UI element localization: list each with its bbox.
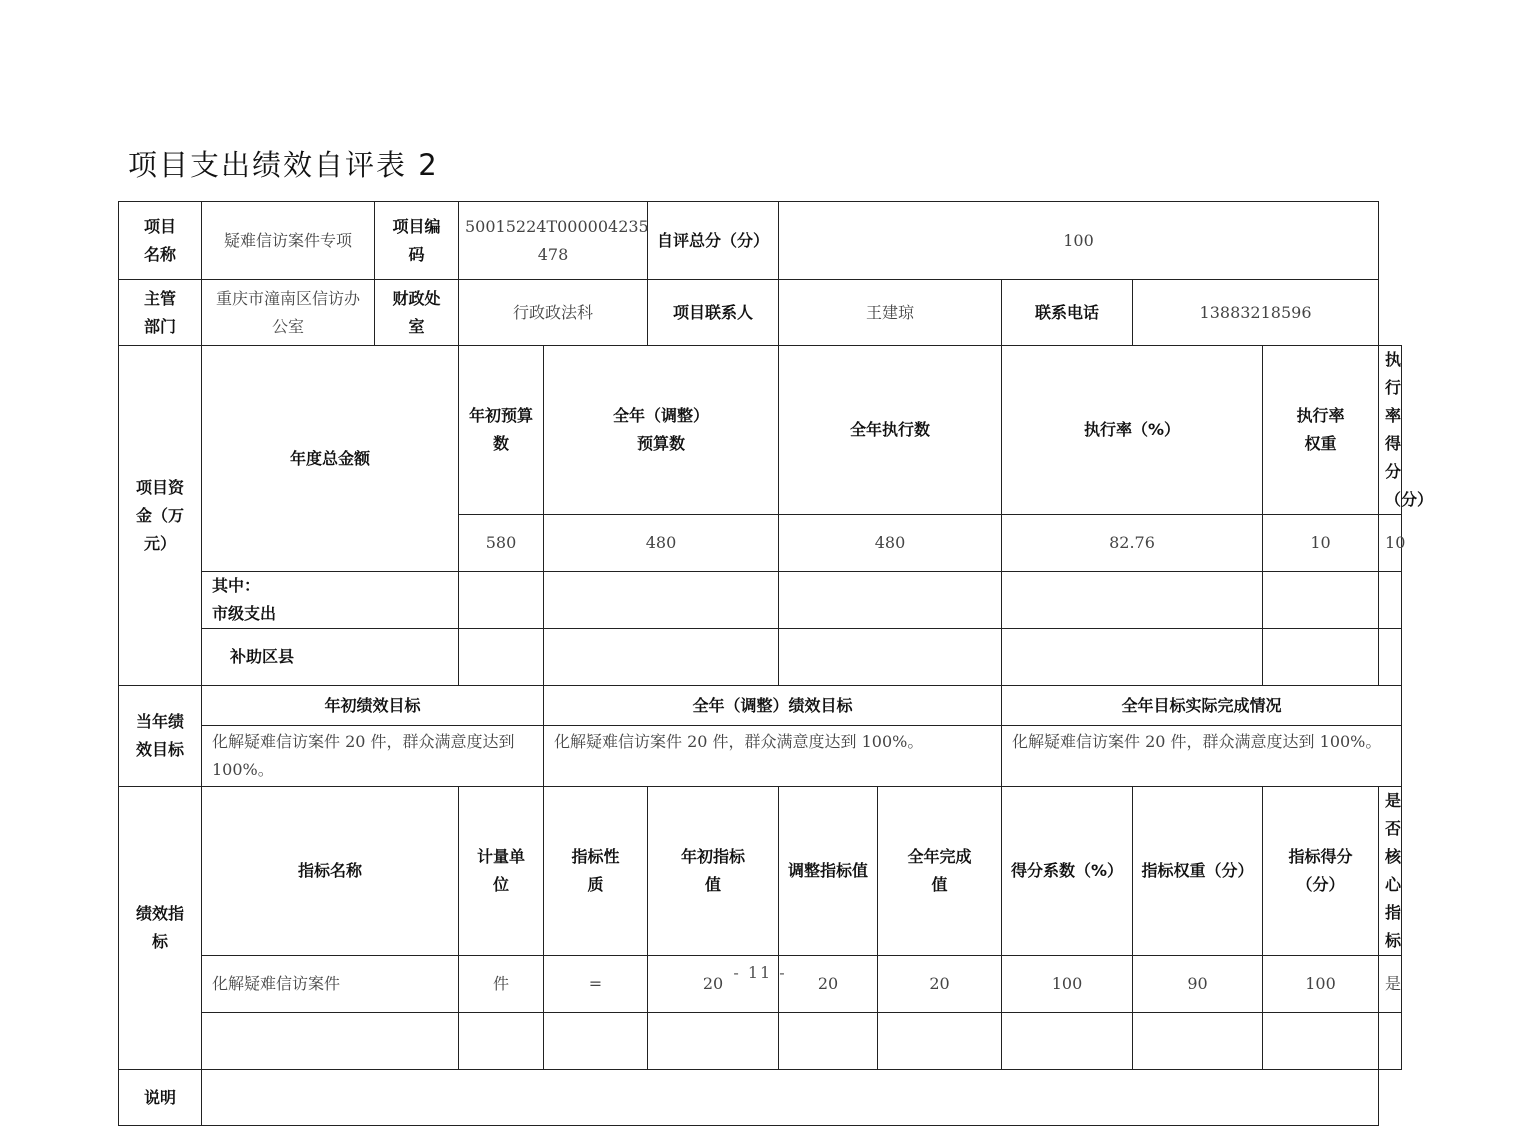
- empty-cell: [544, 1013, 648, 1070]
- indicator-cell: 100: [1263, 956, 1379, 1013]
- contact-label: 项目联系人: [648, 280, 779, 346]
- indicator-cell: 是: [1379, 956, 1402, 1013]
- empty-cell: [1002, 1013, 1133, 1070]
- total-score-value: 100: [779, 202, 1379, 280]
- department-value: 重庆市潼南区信访办 公室: [202, 280, 375, 346]
- empty-cell: [779, 572, 1002, 629]
- notes-label: 说明: [119, 1070, 202, 1126]
- self-evaluation-table: [118, 201, 1434, 1126]
- indicators-section-label: 绩效指 标: [119, 787, 202, 1070]
- funds-header: 全年执行数: [779, 346, 1002, 515]
- indicator-header-row: [119, 787, 1402, 956]
- funds-value: 480: [544, 515, 779, 572]
- indicator-cell: 20: [648, 956, 779, 1013]
- empty-cell: [544, 629, 779, 686]
- indicator-cell: 件: [459, 956, 544, 1013]
- annual-total-label: 年度总金额: [202, 346, 459, 572]
- funds-header: 执行率 权重: [1263, 346, 1379, 515]
- funds-value: 82.76: [1002, 515, 1263, 572]
- indicator-header: 调整指标值: [779, 787, 878, 956]
- empty-cell: [459, 572, 544, 629]
- indicator-cell: 化解疑难信访案件: [202, 956, 459, 1013]
- notes-row: [119, 1070, 1402, 1126]
- indicator-cell: 20: [779, 956, 878, 1013]
- indicator-header: 指标得分（分）: [1263, 787, 1379, 956]
- finance-office-label: 财政处 室: [375, 280, 459, 346]
- empty-cell: [1263, 572, 1379, 629]
- page-title: 项目支出绩效自评表 2: [128, 148, 439, 182]
- empty-cell: [459, 629, 544, 686]
- project-name-value: 疑难信访案件专项: [202, 202, 375, 280]
- indicator-cell: =: [544, 956, 648, 1013]
- subsidy-label: 补助区县: [202, 629, 459, 686]
- empty-cell: [1002, 629, 1263, 686]
- city-expense-row: [119, 572, 1402, 629]
- notes-value: [202, 1070, 1379, 1126]
- indicator-header: 计量单 位: [459, 787, 544, 956]
- funds-header: 年初预算 数: [459, 346, 544, 515]
- project-name-label: 项目 名称: [119, 202, 202, 280]
- empty-cell: [544, 572, 779, 629]
- empty-cell: [202, 1013, 459, 1070]
- indicator-cell: 100: [1002, 956, 1133, 1013]
- goals-header-row: [119, 686, 1402, 726]
- indicator-header: 全年完成 值: [878, 787, 1002, 956]
- empty-cell: [1002, 572, 1263, 629]
- adjusted-goal-header: 全年（调整）绩效目标: [544, 686, 1002, 726]
- empty-cell: [648, 1013, 779, 1070]
- indicator-header: 指标权重（分）: [1133, 787, 1263, 956]
- indicator-cell: 90: [1133, 956, 1263, 1013]
- adjusted-goal-text: 化解疑难信访案件 20 件，群众满意度达到 100%。: [544, 726, 1002, 787]
- city-expense-label: 其中： 市级支出: [202, 572, 459, 629]
- contact-value: 王建琼: [779, 280, 1002, 346]
- funds-section-label: 项目资 金（万 元）: [119, 346, 202, 686]
- indicator-header: 年初指标 值: [648, 787, 779, 956]
- indicator-header: 是否核心指 标: [1379, 787, 1402, 956]
- goals-section-label: 当年绩 效目标: [119, 686, 202, 787]
- goals-text-row: [119, 726, 1402, 787]
- indicator-cell: 20: [878, 956, 1002, 1013]
- actual-goal-header: 全年目标实际完成情况: [1002, 686, 1402, 726]
- empty-cell: [1263, 1013, 1379, 1070]
- empty-cell: [1133, 1013, 1263, 1070]
- funds-value: 10: [1263, 515, 1379, 572]
- funds-header: 执行率得分 （分）: [1379, 346, 1402, 515]
- funds-value: 580: [459, 515, 544, 572]
- finance-office-value: 行政政法科: [459, 280, 648, 346]
- funds-value: 10: [1379, 515, 1402, 572]
- phone-value: 13883218596: [1133, 280, 1379, 346]
- funds-value: 480: [779, 515, 1002, 572]
- empty-cell: [1379, 629, 1402, 686]
- initial-goal-header: 年初绩效目标: [202, 686, 544, 726]
- indicator-header: 指标名称: [202, 787, 459, 956]
- empty-cell: [459, 1013, 544, 1070]
- funds-header: 全年（调整） 预算数: [544, 346, 779, 515]
- project-code-value: 50015224T000004235 478: [459, 202, 648, 280]
- department-row: [119, 280, 1402, 346]
- funds-header: 执行率（%）: [1002, 346, 1263, 515]
- empty-cell: [1379, 1013, 1402, 1070]
- project-info-row: [119, 202, 1402, 280]
- empty-cell: [1263, 629, 1379, 686]
- project-code-label: 项目编 码: [375, 202, 459, 280]
- initial-goal-text: 化解疑难信访案件 20 件，群众满意度达到 100%。: [202, 726, 544, 787]
- subsidy-row: [119, 629, 1402, 686]
- indicator-header: 指标性 质: [544, 787, 648, 956]
- page-number: - 11 -: [733, 963, 787, 982]
- department-label: 主管 部门: [119, 280, 202, 346]
- empty-cell: [779, 629, 1002, 686]
- empty-cell: [878, 1013, 1002, 1070]
- empty-cell: [1379, 572, 1402, 629]
- funds-header-row: [119, 346, 1402, 515]
- actual-goal-text: 化解疑难信访案件 20 件，群众满意度达到 100%。: [1002, 726, 1402, 787]
- phone-label: 联系电话: [1002, 280, 1133, 346]
- indicator-header: 得分系数（%）: [1002, 787, 1133, 956]
- table-row: [119, 1013, 1402, 1070]
- empty-cell: [779, 1013, 878, 1070]
- total-score-label: 自评总分（分）: [648, 202, 779, 280]
